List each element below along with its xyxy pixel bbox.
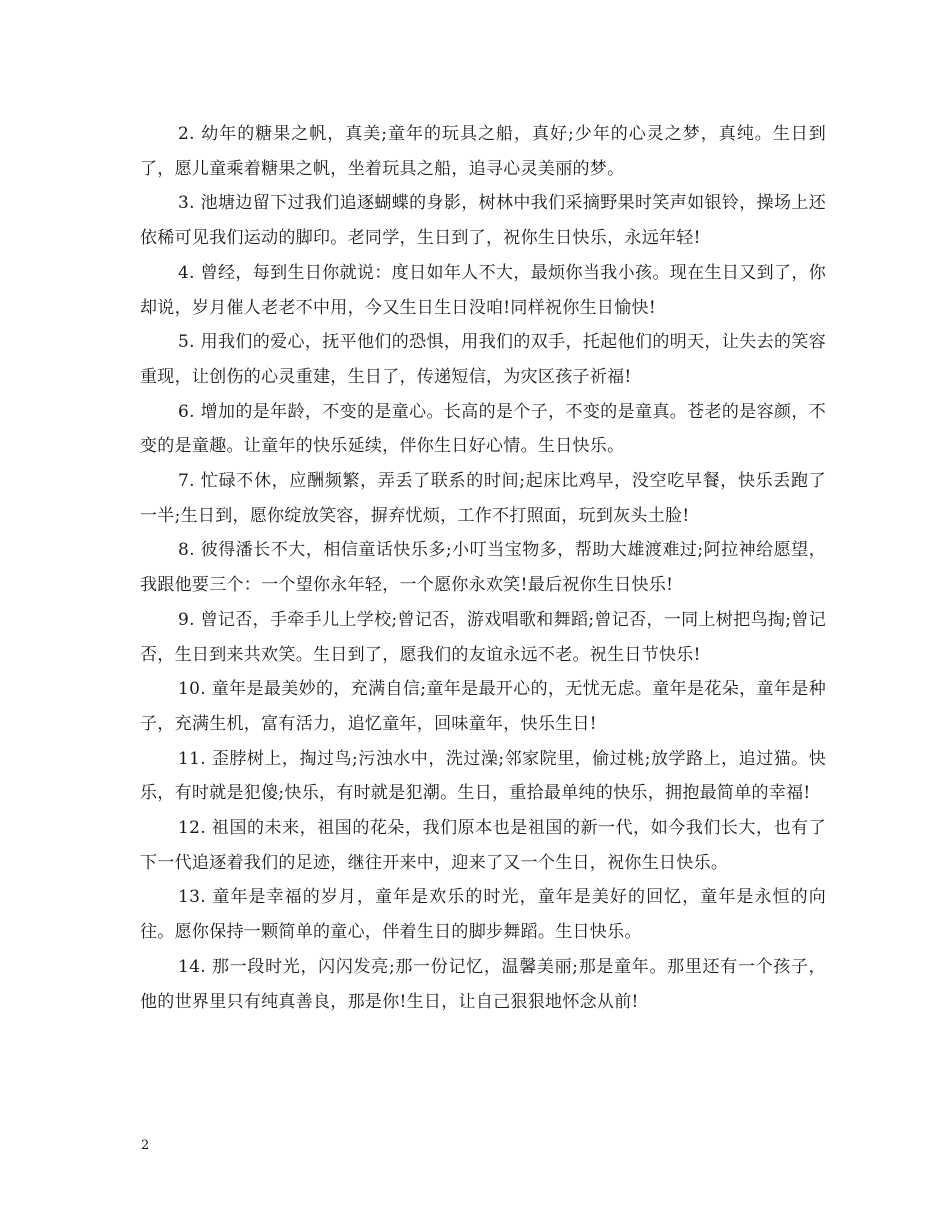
paragraph-4: 4. 曾经，每到生日你就说：度日如年人不大，最烦你当我小孩。现在生日又到了，你却说，岁月催人老老不中用，今又生日生日没咱!同样祝你生日愉快!	[140, 262, 826, 318]
paragraph-2: 2. 幼年的糖果之帆，真美;童年的玩具之船，真好;少年的心灵之梦，真纯。生日到了，愿儿童乘着糖果之帆，坐着玩具之船，追寻心灵美丽的梦。	[140, 124, 826, 179]
paragraph-12: 12. 祖国的未来，祖国的花朵，我们原本也是祖国的新一代，如今我们长大，也有了下一代追逐着我们的足迹，继往开来中，迎来了又一个生日，祝你生日快乐。	[140, 818, 826, 873]
paragraph-9: 9. 曾记否，手牵手儿上学校;曾记否，游戏唱歌和舞蹈;曾记否，一同上树把鸟掏;曾记否，生日到来共欢笑。生日到了，愿我们的友谊永远不老。祝生日节快乐!	[140, 609, 826, 665]
paragraph-11: 11. 歪脖树上，掏过鸟;污浊水中，洗过澡;邻家院里，偷过桃;放学路上，追过猫。快乐，有时就是犯傻;快乐，有时就是犯潮。生日，重拾最单纯的快乐，拥抱最简单的幸福!	[140, 748, 826, 804]
paragraph-7: 7. 忙碌不休，应酬频繁，弄丢了联系的时间;起床比鸡早，没空吃早餐，快乐丢跑了一半;生日到，愿你绽放笑容，摒弃忧烦，工作不打照面，玩到灰头土脸!	[140, 471, 826, 526]
paragraph-6: 6. 增加的是年龄，不变的是童心。长高的是个子，不变的是童真。苍老的是容颜，不变的是童趣。让童年的快乐延续，伴你生日好心情。生日快乐。	[140, 401, 826, 457]
paragraph-14: 14. 那一段时光，闪闪发亮;那一份记忆，温馨美丽;那是童年。那里还有一个孩子，他的世界里只有纯真善良，那是你!生日，让自己狠狠地怀念从前!	[140, 956, 826, 1012]
paragraph-13: 13. 童年是幸福的岁月，童年是欢乐的时光，童年是美好的回忆，童年是永恒的向往。愿你保持一颗简单的童心，伴着生日的脚步舞蹈。生日快乐。	[140, 887, 826, 943]
paragraph-3: 3. 池塘边留下过我们追逐蝴蝶的身影，树林中我们采摘野果时笑声如银铃，操场上还依稀可见我们运动的脚印。老同学，生日到了，祝你生日快乐，永远年轻!	[140, 193, 826, 249]
paragraph-5: 5. 用我们的爱心，抚平他们的恐惧，用我们的双手，托起他们的明天，让失去的笑容重现，让创伤的心灵重建，生日了，传递短信，为灾区孩子祈福!	[140, 332, 826, 387]
paragraph-10: 10. 童年是最美妙的，充满自信;童年是最开心的，无忧无虑。童年是花朵，童年是种子，充满生机，富有活力，追忆童年，回味童年，快乐生日!	[140, 679, 826, 734]
body-text	[140, 117, 826, 1019]
paragraph-8: 8. 彼得潘长不大，相信童话快乐多;小叮当宝物多，帮助大雄渡难过;阿拉神给愿望，我跟他要三个：一个望你永年轻，一个愿你永欢笑!最后祝你生日快乐!	[140, 540, 826, 596]
page-number: 2	[141, 1138, 150, 1153]
